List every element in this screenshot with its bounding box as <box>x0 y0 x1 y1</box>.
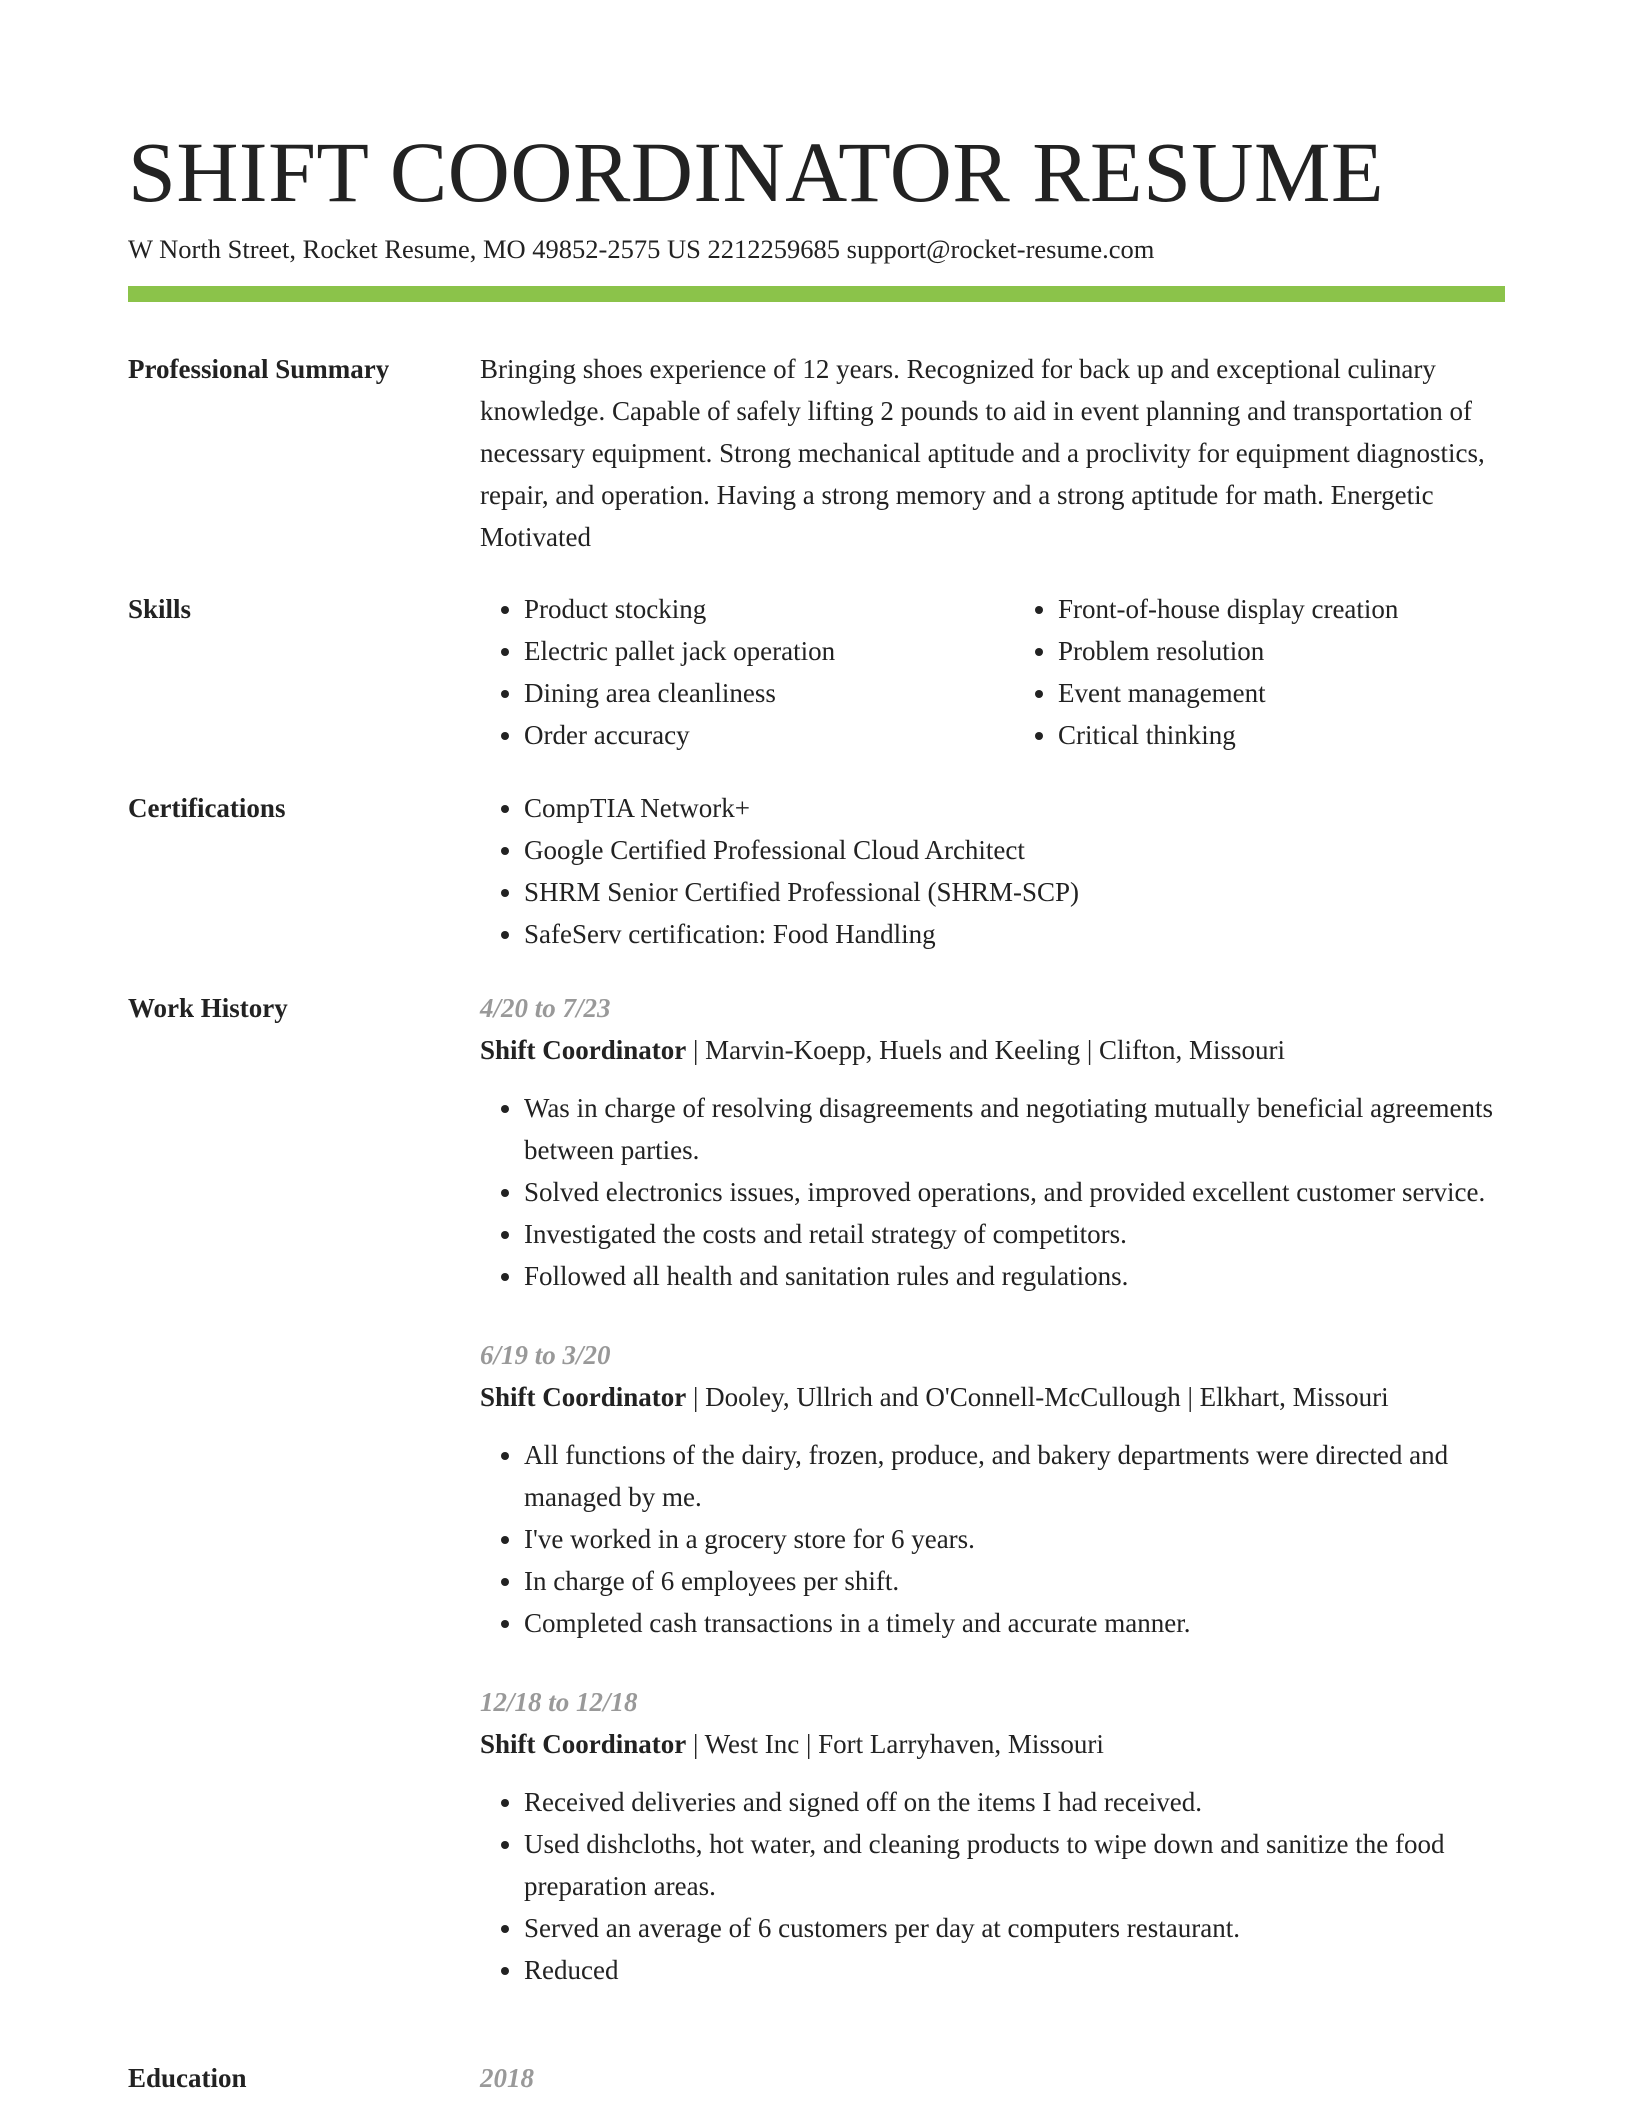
skill-item: • Dining area cleanliness <box>524 672 971 714</box>
job-bullet: • Followed all health and sanitation rules and regulations. <box>524 1255 1505 1297</box>
job-bullet: • Completed cash transactions in a timely and accurate manner. <box>524 1602 1505 1644</box>
job-bullets <box>480 1781 1505 1991</box>
job-details: | Marvin-Koepp, Huels and Keeling | Clifton, Missouri <box>686 1035 1285 1065</box>
certification-item: • SHRM Senior Certified Professional (SHRM-SCP) <box>524 871 1505 913</box>
job-bullet: • Was in charge of resolving disagreements and negotiating mutually beneficial agreements between parties. <box>524 1087 1505 1171</box>
skill-item: • Problem resolution <box>1058 630 1505 672</box>
job-bullet: • Served an average of 6 customers per day at computers restaurant. <box>524 1907 1505 1949</box>
job-date: 12/18 to 12/18 <box>480 1687 638 1717</box>
education-body <box>480 2057 1505 2099</box>
skills-body <box>480 588 1505 756</box>
certification-item: • Google Certified Professional Cloud Architect <box>524 829 1505 871</box>
job-bullet: • Investigated the costs and retail strategy of competitors. <box>524 1213 1505 1255</box>
skills-list-column-2 <box>1014 588 1505 756</box>
job-bullet: • In charge of 6 employees per shift. <box>524 1560 1505 1602</box>
skills-list-column-1 <box>480 588 971 756</box>
section-label-certifications: Certifications <box>128 793 286 823</box>
work-history-body <box>480 987 1505 2028</box>
job-title: Shift Coordinator <box>480 1035 687 1065</box>
job-title: Shift Coordinator <box>480 1382 687 1412</box>
skill-item: • Order accuracy <box>524 714 971 756</box>
skill-item: • Product stocking <box>524 588 971 630</box>
job-bullet: • Used dishcloths, hot water, and cleaning products to wipe down and sanitize the food preparation areas. <box>524 1823 1505 1907</box>
summary-body <box>480 348 1505 558</box>
job-role-line <box>480 1029 1505 1071</box>
contact-line: W North Street, Rocket Resume, MO 49852-2575 US 2212259685 support@rocket-resume.com <box>128 234 1155 264</box>
job-role-line <box>480 1376 1505 1418</box>
job-date: 6/19 to 3/20 <box>480 1340 611 1370</box>
job-bullet: • Received deliveries and signed off on the items I had received. <box>524 1781 1505 1823</box>
job-bullet: • All functions of the dairy, frozen, produce, and bakery departments were directed and managed by me. <box>524 1434 1505 1518</box>
job-entry <box>480 1681 1505 1991</box>
section-label-work-history: Work History <box>128 993 288 1023</box>
job-bullets <box>480 1434 1505 1644</box>
skill-item: • Critical thinking <box>1058 714 1505 756</box>
section-label-education: Education <box>128 2063 247 2093</box>
job-bullet: • Reduced <box>524 1949 1505 1991</box>
certification-item: • SafeServ certification: Food Handling <box>524 913 1505 955</box>
job-entry <box>480 1334 1505 1644</box>
skill-item: • Event management <box>1058 672 1505 714</box>
certifications-list <box>480 787 1505 955</box>
job-entry <box>480 987 1505 1297</box>
certifications-body <box>480 787 1505 955</box>
job-details: | West Inc | Fort Larryhaven, Missouri <box>686 1729 1104 1759</box>
summary-text: Bringing shoes experience of 12 years. Recognized for back up and exceptional culinary knowledge. Capable of safely lifting 2 pounds to aid in event planning and transportation of necessary equipment. Strong mechanical aptitude and a proclivity for equipment diagnostics, repair, and operation. Having a strong memory and a strong aptitude for math. Energetic Motivated <box>480 354 1485 552</box>
job-date: 4/20 to 7/23 <box>480 993 611 1023</box>
skill-item: • Electric pallet jack operation <box>524 630 971 672</box>
job-bullet: • Solved electronics issues, improved operations, and provided excellent customer service. <box>524 1171 1505 1213</box>
job-bullet: • I've worked in a grocery store for 6 years. <box>524 1518 1505 1560</box>
job-title: Shift Coordinator <box>480 1729 687 1759</box>
job-role-line <box>480 1723 1505 1765</box>
section-label-summary: Professional Summary <box>128 354 390 384</box>
skills-columns <box>480 588 1505 756</box>
education-date: 2018 <box>480 2063 534 2093</box>
job-bullets <box>480 1087 1505 1297</box>
skill-item: • Front-of-house display creation <box>1058 588 1505 630</box>
job-details: | Dooley, Ullrich and O'Connell-McCullough | Elkhart, Missouri <box>686 1382 1389 1412</box>
certification-item: • CompTIA Network+ <box>524 787 1505 829</box>
section-label-skills: Skills <box>128 594 192 624</box>
resume-title: SHIFT COORDINATOR RESUME <box>128 124 1385 220</box>
accent-divider <box>128 286 1505 302</box>
